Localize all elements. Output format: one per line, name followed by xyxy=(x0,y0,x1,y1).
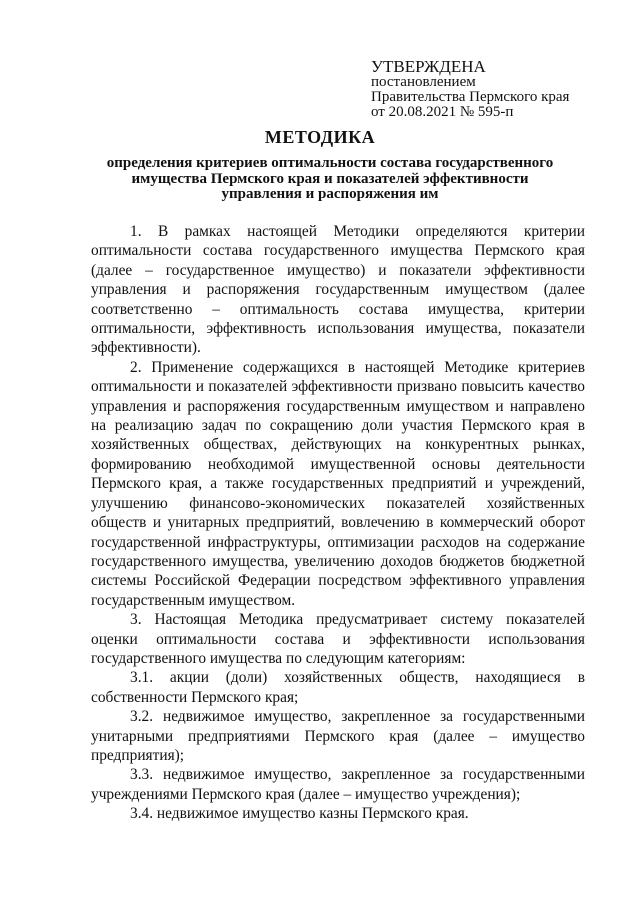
paragraph-2: 2. Применение содержащихся в настоящей Методике критериев оптимальности и показателей эффективности призвано повысить качество управления и распоряжения государственным имуществом и направлено на реализацию задач по сокращению доли участия Пермского края в хозяйственных обществах, действующих на конкурентных рынках, формированию необходимой имущественной основы деятельности Пермского края, а также государственных предприятий и учреждений, улучшению финансово-экономических показателей хозяйственных обществ и унитарных предприятий, вовлечению в коммерческий оборот государственной инфраструктуры, оптимизации расходов на содержание государственного имущества, увеличению доходов бюджетов бюджетной системы Российской Федерации посредством эффективного управления государственным имуществом. xyxy=(91,358,585,609)
paragraph-3-4: 3.4. недвижимое имущество казны Пермского края. xyxy=(130,805,469,823)
document-subtitle: определения критериев оптимальности состава государственного имущества Пермского края и показателей эффективности управления и распоряжения им xyxy=(106,155,554,202)
paragraph-1: 1. В рамках настоящей Методики определяются критерии оптимальности состава государственного имущества Пермского края (далее – государственное имущество) и показатели эффективности управления и распоряжения государственным имуществом (далее соответственно – оптимальность состава имущества, критерии оптимальности, эффективность использования имущества, показатели эффективности). xyxy=(91,223,585,357)
document-title: МЕТОДИКА xyxy=(264,127,376,147)
approval-line-3: от 20.08.2021 № 595-п xyxy=(371,104,514,120)
approval-line-2: Правительства Пермского края xyxy=(371,89,570,105)
approval-status: УТВЕРЖДЕНА xyxy=(371,57,486,76)
paragraph-3-1: 3.1. акции (доли) хозяйственных обществ, находящиеся в собственности Пермского края; xyxy=(91,669,585,706)
document-body xyxy=(91,222,585,824)
paragraph-3-3: 3.3. недвижимое имущество, закрепленное за государственными учреждениями Пермского края (далее – имущество учреждения); xyxy=(91,766,585,803)
approval-block xyxy=(371,58,611,120)
paragraph-3-2: 3.2. недвижимое имущество, закрепленное за государственными унитарными предприятиями Пермского края (далее – имущество предприятия); xyxy=(91,708,585,764)
paragraph-3: 3. Настоящая Методика предусматривает систему показателей оценки оптимальности состава и эффективности использования государственного имущества по следующим категориям: xyxy=(91,611,585,667)
approval-line-1: постановлением xyxy=(371,74,476,90)
